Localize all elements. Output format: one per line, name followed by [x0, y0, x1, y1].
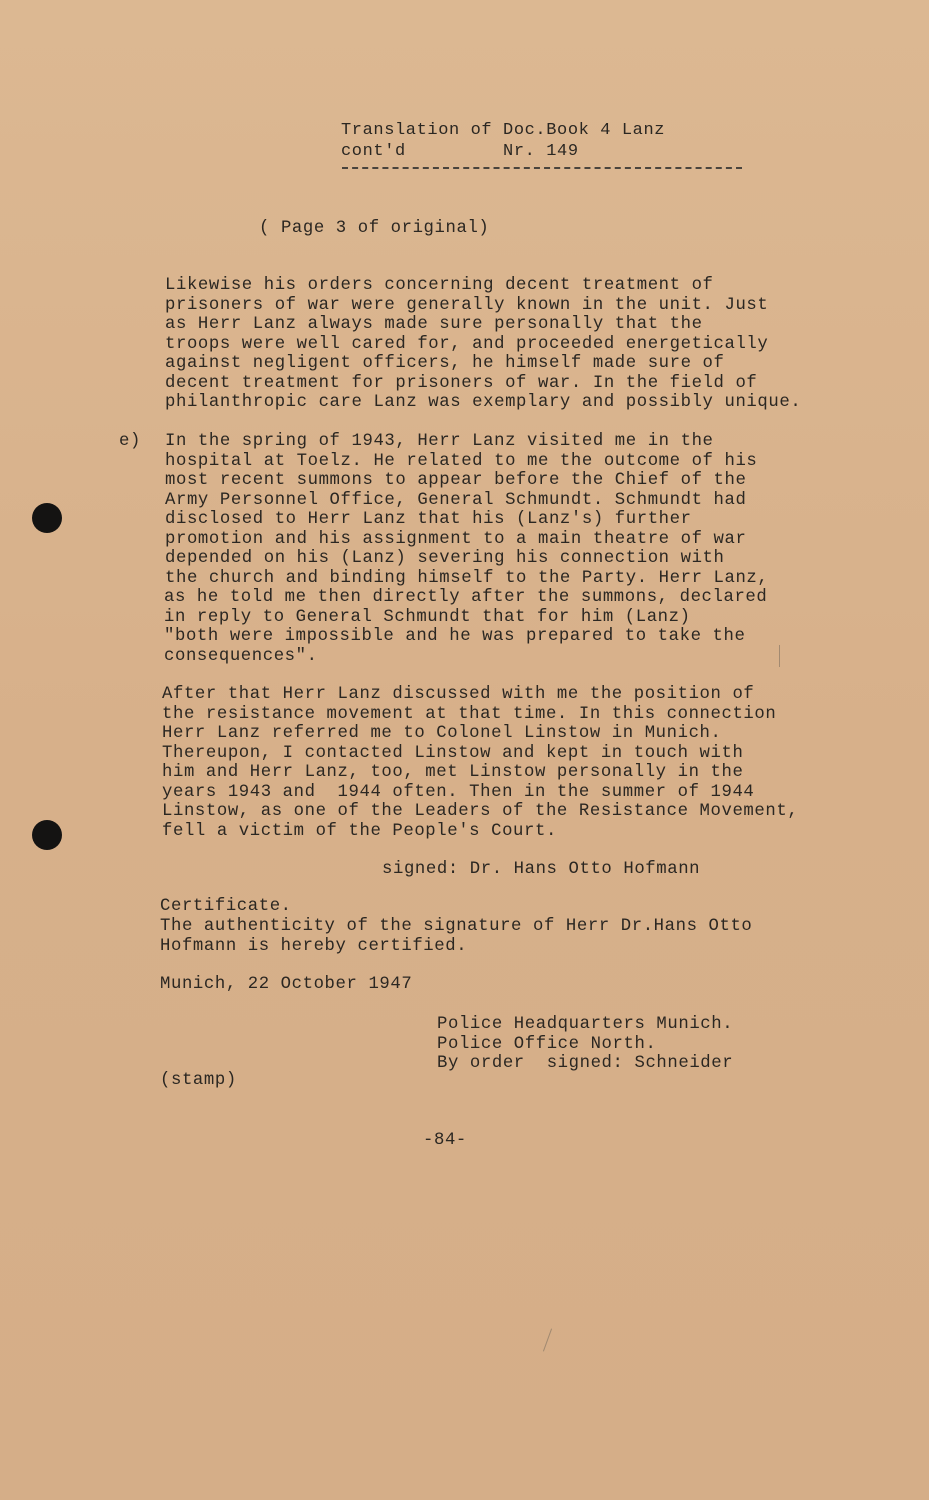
header-title: Translation of Doc.Book 4 Lanz — [341, 121, 666, 140]
paragraph-line: the resistance movement at that time. In this connection — [162, 704, 777, 724]
authority-line: By order signed: Schneider — [437, 1054, 734, 1073]
header-divider — [342, 167, 742, 169]
paragraph-line: decent treatment for prisoners of war. In the field of — [165, 373, 758, 393]
page-reference: ( Page 3 of original) — [259, 219, 490, 238]
place-and-date: Munich, 22 October 1947 — [160, 975, 413, 994]
paragraph-line: as he told me then directly after the summons, declared — [164, 588, 768, 607]
paragraph-line: disclosed to Herr Lanz that his (Lanz's) further — [165, 510, 692, 529]
paragraph-line: Herr Lanz referred me to Colonel Linstow in Munich. — [162, 724, 722, 743]
paragraph-line: Likewise his orders concerning decent treatment of — [165, 276, 714, 295]
paragraph-line: In the spring of 1943, Herr Lanz visited me in the — [165, 432, 714, 451]
paragraph-line: promotion and his assignment to a main theatre of war — [165, 529, 747, 549]
paragraph-line: troops were well cared for, and proceeded energetically — [165, 334, 769, 354]
paragraph-line: him and Herr Lanz, too, met Linstow personally in the — [162, 763, 744, 782]
paragraph-line: against negligent officers, he himself made sure of — [165, 354, 725, 373]
paragraph-line: depended on his (Lanz) severing his connection with — [165, 549, 725, 568]
paragraph-line: "both were impossible and he was prepared to take the — [164, 627, 746, 646]
punch-hole-bottom — [32, 820, 62, 850]
stamp-note: (stamp) — [160, 1071, 237, 1090]
paragraph-line: the church and binding himself to the Party. Herr Lanz, — [165, 568, 769, 588]
certificate-line: Hofmann is hereby certified. — [160, 936, 468, 956]
certificate-title: Certificate. — [160, 897, 292, 916]
certificate-line: The authenticity of the signature of Herr Dr.Hans Otto — [160, 917, 753, 936]
paragraph-line: years 1943 and 1944 often. Then in the summer of 1944 — [162, 782, 755, 802]
paragraph-line: prisoners of war were generally known in the unit. Just — [165, 295, 769, 315]
paragraph-line: Linstow, as one of the Leaders of the Resistance Movement, — [162, 802, 799, 821]
pencil-mark — [543, 1329, 552, 1352]
paragraph-line: most recent summons to appear before the Chief of the — [165, 471, 747, 490]
paragraph-line: After that Herr Lanz discussed with me the position of — [162, 685, 755, 704]
punch-hole-top — [32, 503, 62, 533]
paragraph-line: fell a victim of the People's Court. — [162, 821, 557, 841]
paragraph-line: consequences". — [164, 646, 318, 666]
paragraph-line: hospital at Toelz. He related to me the outcome of his — [165, 451, 758, 471]
header-subtitle: cont'd Nr. 149 — [341, 142, 579, 161]
paragraph-line: as Herr Lanz always made sure personally that the — [165, 315, 703, 334]
pencil-mark — [779, 645, 780, 667]
paragraph-line: philanthropic care Lanz was exemplary and possibly unique. — [165, 393, 802, 412]
paragraph-marker: e) — [119, 432, 141, 451]
authority-line: Police Headquarters Munich. — [437, 1015, 734, 1034]
page-number: -84- — [423, 1131, 467, 1150]
signature-line: signed: Dr. Hans Otto Hofmann — [382, 860, 701, 879]
authority-line: Police Office North. — [437, 1034, 657, 1054]
paragraph-line: in reply to General Schmundt that for him (Lanz) — [164, 607, 691, 627]
paragraph-line: Army Personnel Office, General Schmundt. Schmundt had — [165, 490, 747, 510]
paragraph-line: Thereupon, I contacted Linstow and kept in touch with — [162, 743, 744, 763]
